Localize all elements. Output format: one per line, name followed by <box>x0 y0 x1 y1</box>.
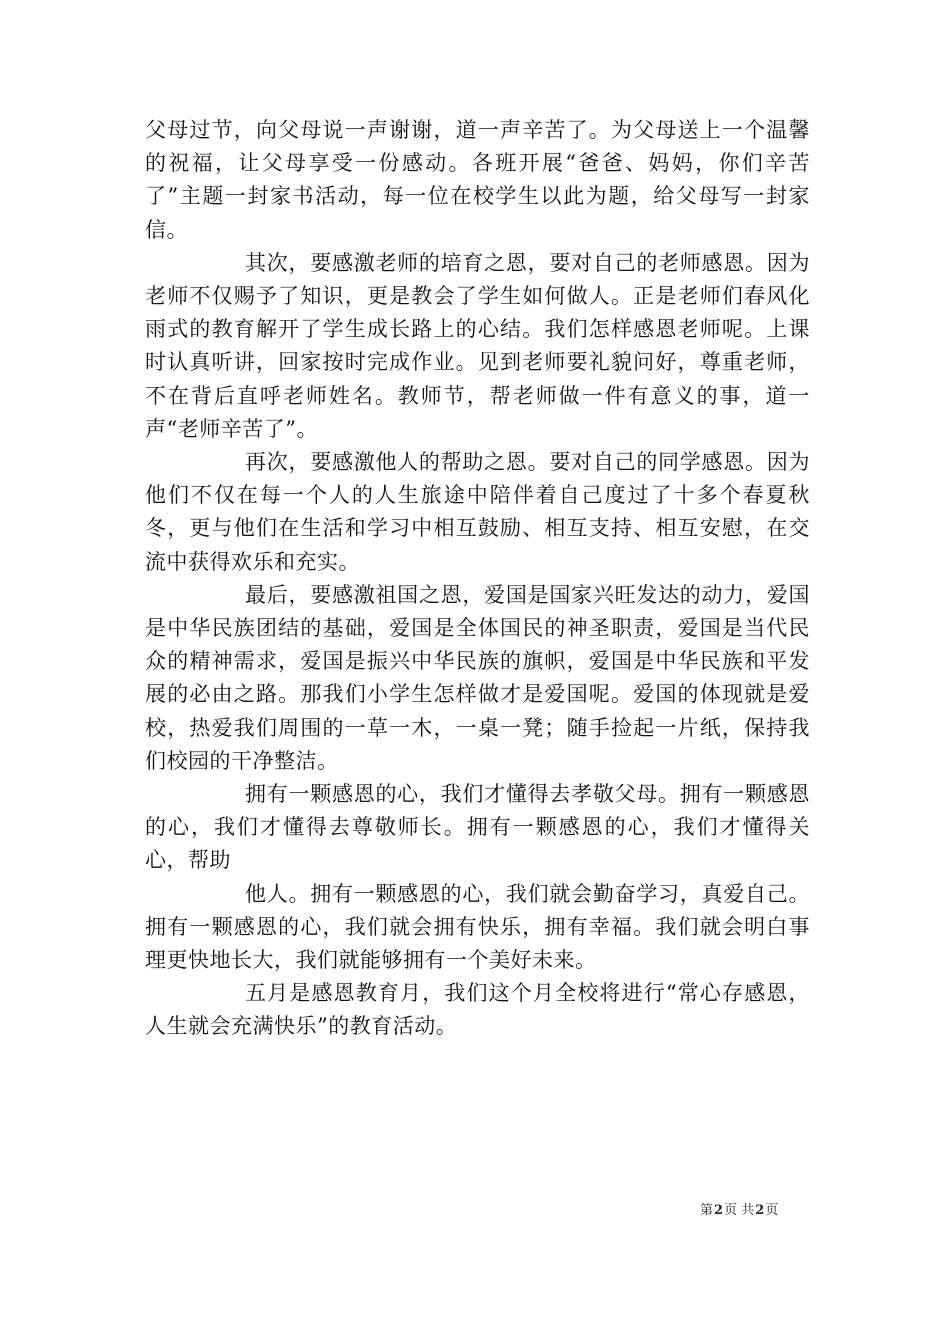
paragraph-1: 父母过节，向父母说一声谢谢，道一声辛苦了。为父母送上一个温馨的祝福，让父母享受一份感动。各班开展“爸爸、妈妈，你们辛苦了”主题一封家书活动，每一位在校学生以此为题，给父母写一封家信。 <box>145 118 810 242</box>
paragraph-2: 其次，要感激老师的培育之恩，要对自己的老师感恩。因为老师不仅赐予了知识，更是教会了学生如何做人。正是老师们春风化雨式的教育解开了学生成长路上的心结。我们怎样感恩老师呢。上课时认真听讲，回家按时完成作业。见到老师要礼貌问好，尊重老师，不在背后直呼老师姓名。教师节，帮老师做一件有意义的事，道一声“老师辛苦了”。 <box>145 250 810 441</box>
paragraph-3: 再次，要感激他人的帮助之恩。要对自己的同学感恩。因为他们不仅在每一个人的人生旅途中陪伴着自己度过了十多个春夏秋冬，更与他们在生活和学习中相互鼓励、相互支持、相互安慰，在交流中获得欢乐和充实。 <box>145 450 810 574</box>
footer-total-pages: 2 <box>755 1203 765 1218</box>
paragraph-4: 最后，要感激祖国之恩，爱国是国家兴旺发达的动力，爱国是中华民族团结的基础，爱国是全体国民的神圣职责，爱国是当代民众的精神需求，爱国是振兴中华民族的旗帜，爱国是中华民族和平发展的必由之路。那我们小学生怎样做才是爱国呢。爱国的体现就是爱校，热爱我们周围的一草一木，一桌一凳；随手捡起一片纸，保持我们校园的干净整洁。 <box>145 582 810 773</box>
body-text <box>145 114 810 1044</box>
footer-middle: 页 共 <box>724 1203 755 1218</box>
paragraph-6: 他人。拥有一颗感恩的心，我们就会勤奋学习，真爱自己。拥有一颗感恩的心，我们就会拥有快乐，拥有幸福。我们就会明白事理更快地长大，我们就能够拥有一个美好未来。 <box>145 881 810 973</box>
paragraph-5: 拥有一颗感恩的心，我们才懂得去孝敬父母。拥有一颗感恩的心，我们才懂得去尊敬师长。拥有一颗感恩的心，我们才懂得关心，帮助 <box>145 782 810 873</box>
paragraph-7: 五月是感恩教育月，我们这个月全校将进行“常心存感恩，人生就会充满快乐”的教育活动。 <box>145 981 810 1039</box>
page-footer <box>700 1203 820 1219</box>
footer-suffix: 页 <box>765 1203 779 1218</box>
footer-current-page: 2 <box>714 1203 724 1218</box>
footer-prefix: 第 <box>700 1203 714 1218</box>
